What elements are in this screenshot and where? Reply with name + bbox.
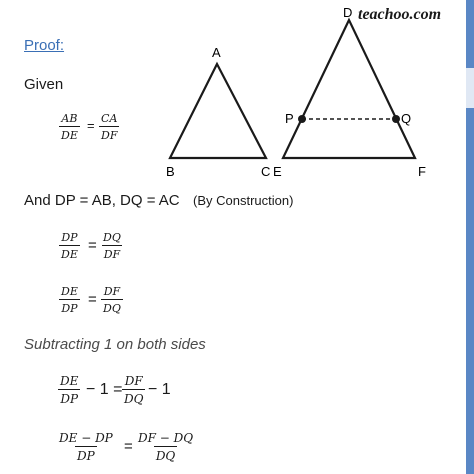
step3-minus-one-equals: − 1 = (86, 381, 123, 398)
point-label-q: Q (401, 111, 412, 126)
step1-lhs-fraction (59, 232, 80, 260)
step3-minus-one: − 1 (148, 381, 171, 398)
given-lhs-num: AB (61, 112, 78, 125)
brand-logo-text: teachoo.com (358, 6, 442, 23)
step3-rhs-den: DQ (122, 389, 145, 405)
proof-heading: Proof: (24, 37, 65, 54)
step3-rhs-fraction (122, 375, 145, 405)
vertex-label-d: D (343, 5, 353, 20)
slide-side-bar (466, 0, 474, 474)
step1-rhs-den: DF (102, 245, 122, 260)
step2-lhs-num: DE (61, 285, 78, 298)
given-rhs-fraction (99, 113, 119, 141)
given-label: Given (24, 76, 64, 93)
step3-rhs-num: DF (124, 374, 143, 388)
side-bar-notch (466, 68, 474, 108)
given-lhs-fraction (59, 113, 80, 141)
triangles-diagram (160, 0, 460, 185)
triangle-def (283, 20, 415, 158)
given-lhs-den: DE (59, 126, 80, 141)
vertex-label-e: E (273, 164, 282, 179)
step2-rhs-den: DQ (101, 299, 123, 314)
step1-rhs-fraction (101, 232, 123, 260)
step4-lhs-den: DP (75, 446, 97, 462)
step2-equals: = (88, 291, 97, 308)
step2-rhs-fraction (101, 286, 123, 314)
step4-rhs-fraction (136, 432, 195, 462)
subtract-note: Subtracting 1 on both sides (24, 336, 206, 353)
step1-rhs-num: DQ (103, 231, 121, 244)
vertex-label-b: B (166, 164, 175, 179)
given-rhs-den: DF (99, 126, 119, 141)
step4-equals: = (124, 438, 133, 455)
step4-lhs-fraction (57, 432, 115, 462)
given-equals: = (87, 118, 95, 133)
step4-lhs-num: DE − DP (59, 431, 113, 445)
given-rhs-num: CA (101, 112, 118, 125)
point-q (392, 115, 400, 123)
vertex-label-c: C (261, 164, 271, 179)
triangle-abc (170, 64, 266, 158)
vertex-label-a: A (212, 45, 221, 60)
step4-rhs-den: DQ (154, 446, 177, 462)
step3-lhs-num: DE (60, 374, 79, 388)
construction-statement: And DP = AB, DQ = AC (24, 192, 180, 209)
vertex-label-f: F (418, 164, 426, 179)
step4-rhs-num: DF − DQ (138, 431, 194, 445)
step2-lhs-den: DP (59, 299, 79, 314)
step1-equals: = (88, 237, 97, 254)
step3-lhs-fraction (58, 375, 80, 405)
construction-note: (By Construction) (193, 193, 294, 208)
step3-lhs-den: DP (58, 389, 80, 405)
point-p (298, 115, 306, 123)
step1-lhs-den: DE (59, 245, 80, 260)
step2-lhs-fraction (59, 286, 80, 314)
step2-rhs-num: DF (103, 285, 121, 298)
point-label-p: P (285, 111, 294, 126)
step1-lhs-num: DP (61, 231, 78, 244)
